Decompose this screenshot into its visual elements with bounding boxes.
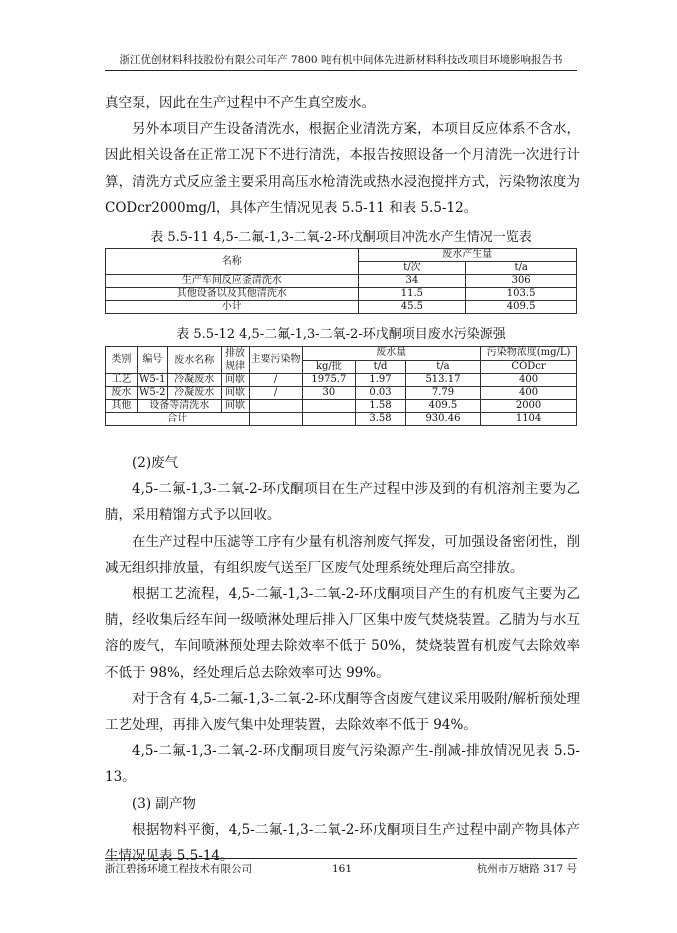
table2-unit: kg/批	[302, 360, 356, 374]
table-cell: 409.5	[466, 301, 577, 314]
table-cell: 306	[466, 275, 577, 288]
table-cell: 小计	[106, 301, 359, 314]
table-cell: 1104	[481, 413, 577, 426]
table1-unit: t/a	[466, 262, 577, 275]
table1-caption: 表 5.5-11 4,5-二氟-1,3-二氧-2-环戊酮项目冲洗水产生情况一览表	[150, 230, 532, 245]
table2-header-pollutant: 主要污染物	[249, 347, 302, 374]
table-cell: /	[249, 387, 302, 400]
table-cell: 其他设备以及其他清洗水	[106, 288, 359, 301]
table-cell: 0.03	[356, 387, 406, 400]
table-row	[106, 413, 577, 426]
table-cell: 1975.7	[302, 374, 356, 387]
top-paragraphs	[105, 90, 580, 221]
header-rule	[105, 70, 577, 71]
table-cell: 间歇	[221, 400, 249, 413]
table-cell: 513.17	[405, 374, 480, 387]
table1-header-group: 废水产生量	[358, 249, 576, 262]
page-number: 161	[331, 863, 353, 875]
footer-address: 杭州市万塘路 317 号	[476, 863, 577, 875]
table-cell	[249, 413, 302, 426]
table2-header-rule: 排放规律	[221, 347, 249, 374]
table-cell	[302, 400, 356, 413]
table2-header-name: 废水名称	[167, 347, 221, 374]
table-row	[106, 400, 577, 413]
table-cell: 45.5	[358, 301, 466, 314]
paragraph: (3) 副产物	[132, 795, 196, 812]
table-cell: 冷凝废水	[167, 387, 221, 400]
table2-total-label: 合计	[106, 413, 250, 426]
table-cell: 冷凝废水	[167, 374, 221, 387]
table-cell: W5-2	[139, 387, 166, 398]
table-cell: 7.79	[405, 387, 480, 400]
table-row	[106, 387, 577, 400]
table2-unit: t/a	[405, 360, 480, 374]
paragraph: (2)废气	[132, 455, 179, 471]
table2-category: 工艺	[106, 374, 138, 387]
table2	[105, 346, 577, 426]
table2-header-volume: 废水量	[302, 347, 481, 361]
table-cell	[249, 400, 302, 413]
table-cell: 1.58	[356, 400, 406, 413]
page-header: 浙江优创材料科技股份有限公司年产 7800 吨有机中间体先进新材料科技改项目环境影响报告书	[119, 54, 563, 66]
table-cell: 2000	[481, 400, 577, 413]
footer-company: 浙江碧扬环境工程技术有限公司	[105, 863, 252, 875]
table-cell: 103.5	[466, 288, 577, 301]
table-cell: W5-1	[139, 374, 166, 385]
table1-header-name: 名称	[106, 249, 359, 275]
paragraph: 真空泵，因此在生产过程中不产生真空废水。	[105, 95, 375, 111]
footer-rule	[105, 858, 577, 859]
table-cell: 409.5	[405, 400, 480, 413]
paragraph: 对于含有 4,5-二氟-1,3-二氧-2-环戊酮等含卤废气建议采用吸附/解析预处理工艺处理，再排入废气集中处理装置，去除效率不低于 94%。	[105, 690, 580, 734]
table-cell: 设备等清洗水	[137, 400, 221, 413]
table-row	[106, 374, 577, 387]
bottom-paragraphs	[105, 450, 580, 869]
table-cell: 34	[358, 275, 466, 288]
table2-header-conc: 污染物浓度(mg/L)	[481, 347, 577, 361]
table2-header-type: 类别	[106, 347, 138, 374]
table-cell: 间歇	[221, 374, 249, 387]
table-cell: 生产车间反应釜清洗水	[106, 275, 359, 288]
table-cell: 11.5	[358, 288, 466, 301]
table2-unit: t/d	[356, 360, 406, 374]
paragraph: 4,5-二氟-1,3-二氧-2-环戊酮项目在生产过程中涉及到的有机溶剂主要为乙腈，采用精馏方式予以回收。	[105, 481, 580, 524]
table-cell: 30	[302, 387, 356, 400]
table1-unit: t/次	[358, 262, 466, 275]
table-cell: 400	[481, 374, 577, 387]
paragraph: 4,5-二氟-1,3-二氧-2-环戊酮项目废气污染源产生-削减-排放情况见表 5.5-13。	[105, 743, 580, 786]
table1	[105, 248, 577, 314]
table-cell: 400	[481, 387, 577, 400]
table-row	[106, 288, 577, 301]
table2-unit: CODcr	[481, 360, 577, 374]
paragraph: 根据工艺流程，4,5-二氟-1,3-二氧-2-环戊酮项目产生的有机废气主要为乙腈，经收集后经车间一级喷淋处理后排入厂区集中废气焚烧装置。乙腈为与水互溶的废气，车间喷淋预处理去除效率不低于 50%，焚烧装置有机废气去除效率不低于 98%，经处理后总去除效率可达 99%。	[105, 586, 580, 681]
table-cell	[302, 413, 356, 426]
table-row	[106, 301, 577, 314]
table-cell: 间歇	[221, 387, 249, 400]
paragraph: 在生产过程中压滤等工序有少量有机溶剂废气挥发，可加强设备密闭性，削减无组织排放量，有组织废气送至厂区废气处理系统处理后高空排放。	[105, 533, 580, 576]
table2-category: 其他	[106, 400, 138, 413]
table-cell: /	[249, 374, 302, 387]
table2-caption: 表 5.5-12 4,5-二氟-1,3-二氧-2-环戊酮项目废水污染源强	[176, 327, 506, 342]
table-cell: 3.58	[356, 413, 406, 426]
table-cell: 1.97	[356, 374, 406, 387]
table-cell: 930.46	[405, 413, 480, 426]
paragraph: 根据物料平衡，4,5-二氟-1,3-二氧-2-环戊酮项目生产过程中副产物具体产生情况见表 5.5-14。	[105, 821, 580, 865]
table2-header-no: 编号	[137, 347, 167, 374]
table-row	[106, 275, 577, 288]
table2-category: 废水	[106, 387, 138, 400]
paragraph: 另外本项目产生设备清洗水，根据企业清洗方案，本项目反应体系不含水，因此相关设备在正常工况下不进行清洗，本报告按照设备一个月清洗一次进行计算，清洗方式反应釜主要采用高压水枪清洗或热水浸泡搅拌方式，污染物浓度为 CODcr2000mg/l，具体产生情况见表 5.5-11 和表 5.5-12。	[105, 121, 580, 216]
